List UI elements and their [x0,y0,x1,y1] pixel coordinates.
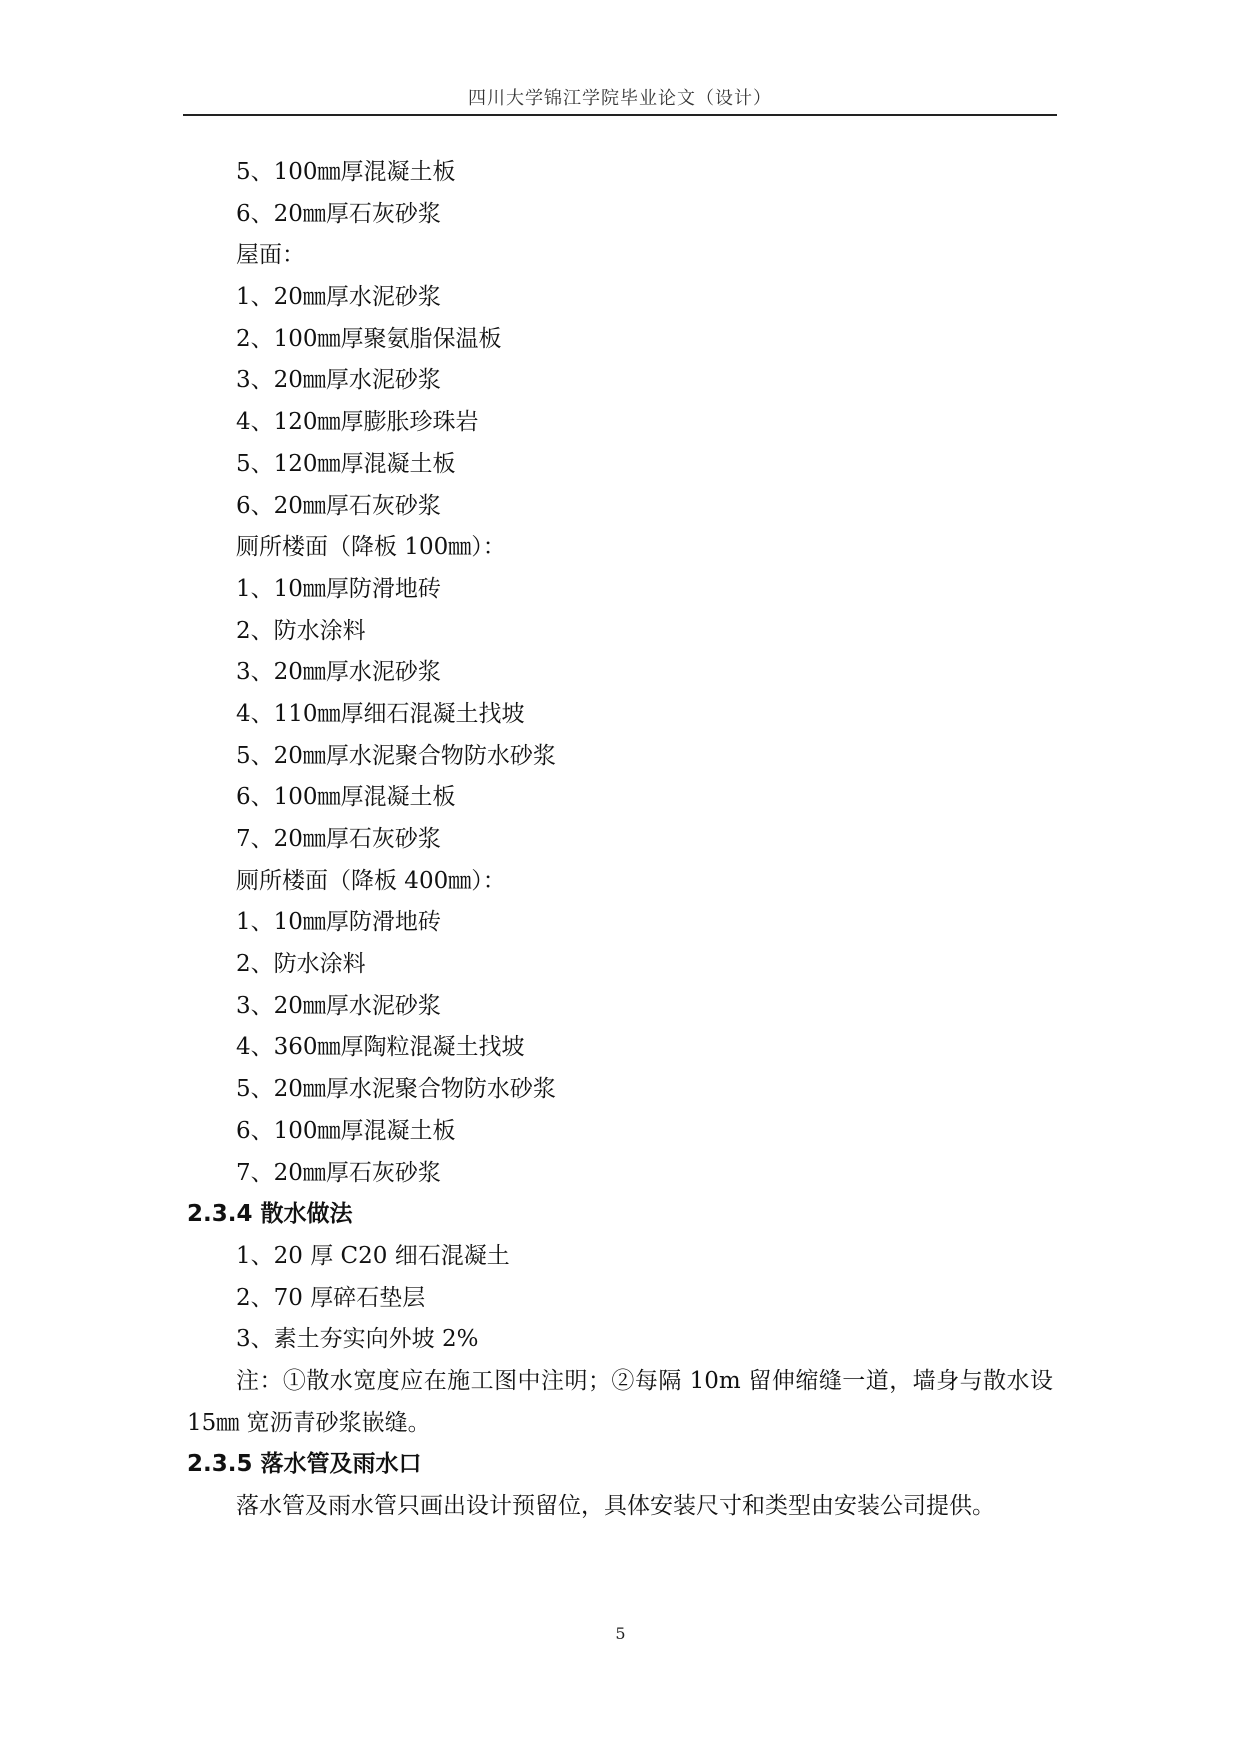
list-item: 6、20㎜厚石灰砂浆 [236,492,441,519]
subsection-label: 屋面： [236,242,305,269]
subsection-label: 厕所楼面（降板 400㎜）： [236,867,506,894]
list-item: 4、360㎜厚陶粒混凝土找坡 [236,1034,525,1061]
section-heading-2-3-4: 2.3.4 散水做法 [187,1201,353,1228]
list-item: 5、20㎜厚水泥聚合物防水砂浆 [236,1076,556,1103]
list-item: 1、20 厚 C20 细石混凝土 [236,1242,510,1269]
list-item: 3、20㎜厚水泥砂浆 [236,992,441,1019]
list-item: 2、防水涂料 [236,951,366,978]
list-item: 6、100㎜厚混凝土板 [236,1117,456,1144]
list-item: 6、20㎜厚石灰砂浆 [236,200,441,227]
list-item: 3、素土夯实向外坡 2% [236,1326,479,1353]
page-header: 四川大学锦江学院毕业论文（设计） [468,88,772,109]
list-item: 1、20㎜厚水泥砂浆 [236,284,441,311]
page-body [187,152,1053,1528]
section-heading-2-3-5: 2.3.5 落水管及雨水口 [187,1451,422,1478]
list-item: 3、20㎜厚水泥砂浆 [236,659,441,686]
list-item: 4、120㎜厚膨胀珍珠岩 [236,409,479,436]
note-paragraph: 注：①散水宽度应在施工图中注明；②每隔 10m 留伸缩缝一道，墙身与散水设 15㎜ 宽沥青砂浆嵌缝。 [187,1367,1053,1436]
page-number: 5 [615,1624,626,1643]
list-item: 5、20㎜厚水泥聚合物防水砂浆 [236,742,556,769]
list-item: 4、110㎜厚细石混凝土找坡 [236,700,525,727]
list-item: 2、防水涂料 [236,617,366,644]
list-item: 7、20㎜厚石灰砂浆 [236,826,441,852]
list-item: 7、20㎜厚石灰砂浆 [236,1159,441,1186]
header-rule [183,114,1057,116]
body-paragraph: 落水管及雨水管只画出设计预留位，具体安装尺寸和类型由安装公司提供。 [236,1493,995,1520]
list-item: 2、70 厚碎石垫层 [236,1284,426,1311]
subsection-label: 厕所楼面（降板 100㎜）： [236,534,506,561]
list-item: 6、100㎜厚混凝土板 [236,784,456,811]
list-item: 5、100㎜厚混凝土板 [236,159,456,185]
list-item: 1、10㎜厚防滑地砖 [236,909,441,936]
list-item: 1、10㎜厚防滑地砖 [236,575,441,602]
list-item: 5、120㎜厚混凝土板 [236,450,456,477]
list-item: 2、100㎜厚聚氨脂保温板 [236,325,502,352]
list-item: 3、20㎜厚水泥砂浆 [236,367,441,394]
